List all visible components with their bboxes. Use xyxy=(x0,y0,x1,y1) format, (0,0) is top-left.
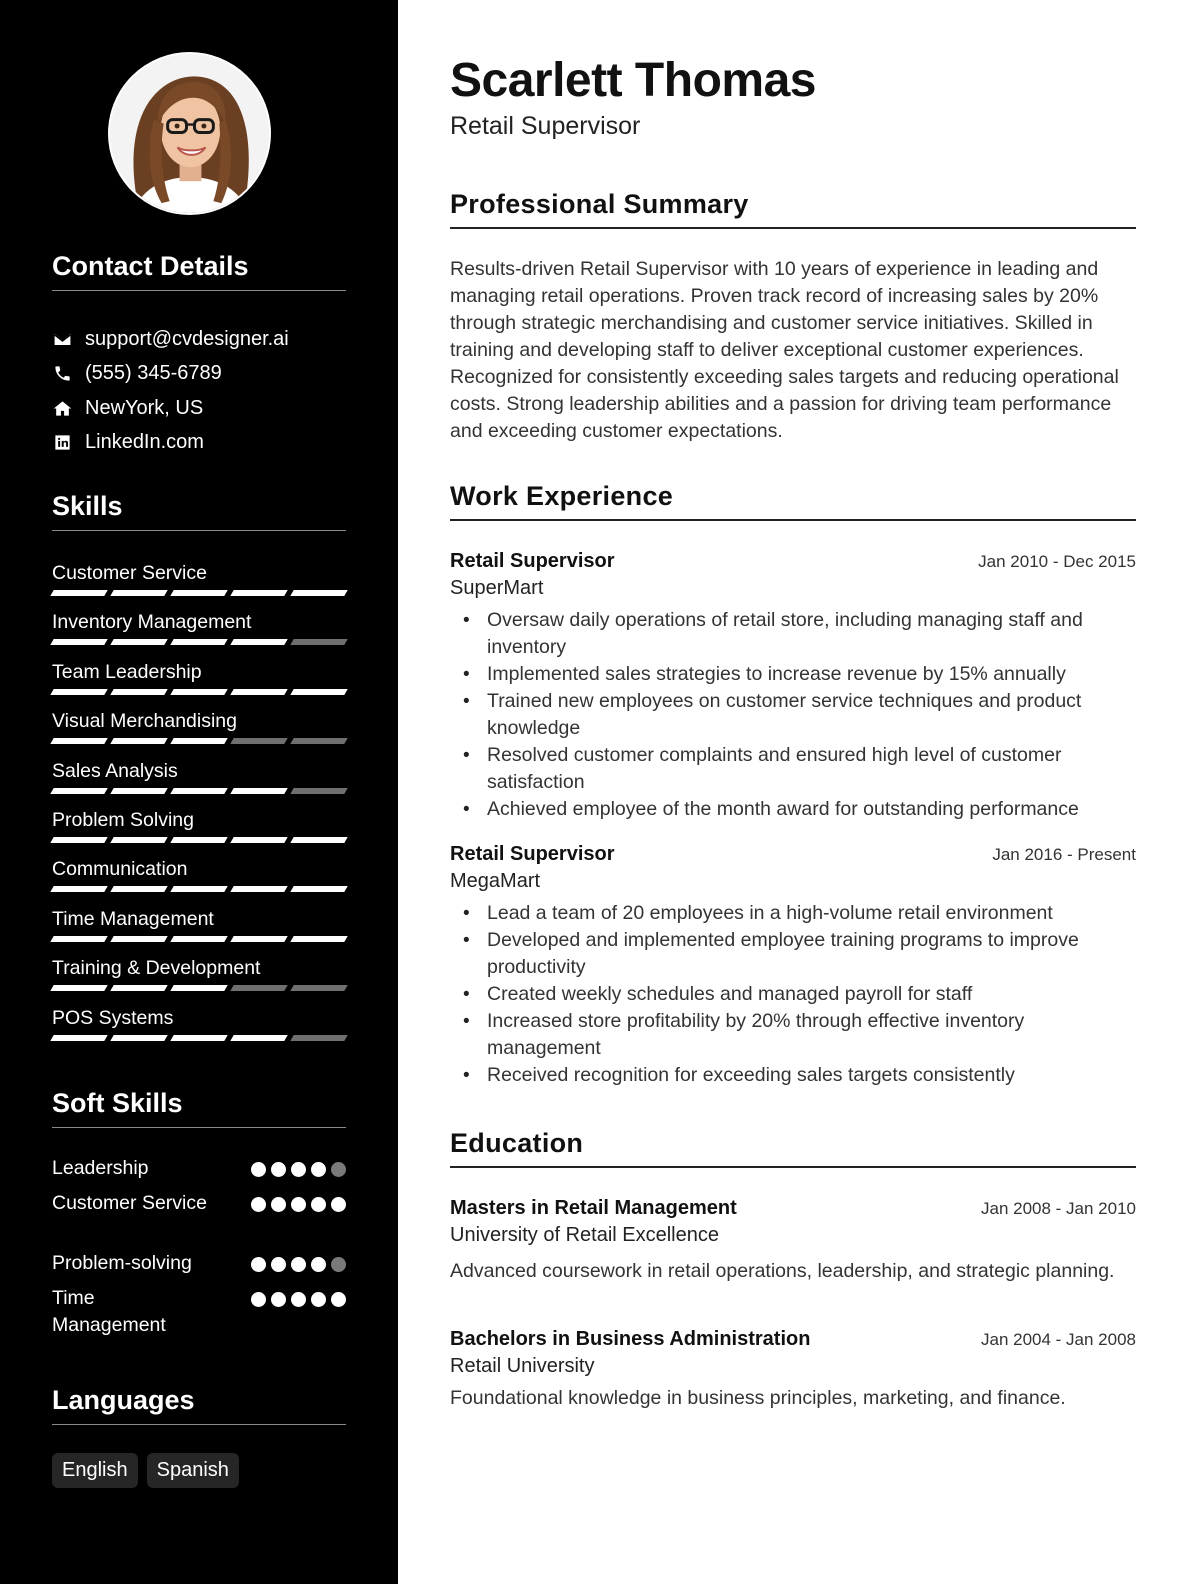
education-description: Foundational knowledge in business principles, marketing, and finance. xyxy=(450,1387,1066,1409)
job-title: Retail Supervisor xyxy=(450,550,615,572)
soft-skill-name: Time Management xyxy=(52,1287,166,1336)
rating-dot xyxy=(291,1197,306,1212)
education-dates: Jan 2008 - Jan 2010 xyxy=(980,1199,1136,1218)
job-dates: Jan 2016 - Present xyxy=(992,845,1136,864)
skill-level-segment xyxy=(50,788,107,794)
contact-list xyxy=(52,322,346,460)
rating-dot xyxy=(271,1292,286,1307)
skill-name: Sales Analysis xyxy=(52,759,178,782)
school-name: University of Retail Excellence xyxy=(450,1224,719,1246)
soft-skill-item xyxy=(52,1250,346,1285)
education-heading: Education xyxy=(450,1126,1136,1168)
job-title: Retail Supervisor xyxy=(450,843,615,865)
job-bullet: • Implemented sales strategies to increase revenue by 15% annually xyxy=(450,661,1136,688)
skill-level-bar xyxy=(52,738,346,744)
job-bullet: • Developed and implemented employee training programs to improve productivity xyxy=(450,927,1136,981)
skill-level-bar xyxy=(52,985,346,991)
summary-text: Results-driven Retail Supervisor with 10 years of experience in leading and managing retail operations. Proven track record of increasing sales by 20% through strategic merchandising and customer service initiatives. Skilled in training and developing staff to deliver exceptional customer experiences. Recognized for consistently exceeding sales targets and reducing operational costs. Strong leadership abilities and a passion for driving team performance and exceeding customer expectations. xyxy=(450,258,1119,442)
degree-title: Masters in Retail Management xyxy=(450,1197,737,1219)
job-dates: Jan 2010 - Dec 2015 xyxy=(978,552,1136,571)
rating-dot xyxy=(311,1292,326,1307)
job-bullet: • Trained new employees on customer service techniques and product knowledge xyxy=(450,688,1136,742)
candidate-title: Retail Supervisor xyxy=(450,112,641,140)
skill-level-bar xyxy=(52,1035,346,1041)
soft-skill-rating xyxy=(251,1250,346,1272)
skill-level-segment xyxy=(50,590,107,596)
skill-level-segment xyxy=(290,936,347,942)
rating-dot xyxy=(251,1292,266,1307)
skill-level-bar xyxy=(52,788,346,794)
skill-level-segment xyxy=(50,886,107,892)
language-chip: Spanish xyxy=(147,1453,239,1488)
soft-skill-item xyxy=(52,1190,346,1250)
skill-level-segment xyxy=(230,1035,287,1041)
skill-level-segment xyxy=(170,689,227,695)
skill-level-segment xyxy=(50,639,107,645)
rating-dot xyxy=(271,1257,286,1272)
language-chip: English xyxy=(52,1453,138,1488)
avatar xyxy=(108,52,271,215)
skill-level-segment xyxy=(170,639,227,645)
languages-heading: Languages xyxy=(52,1384,346,1425)
skill-level-segment xyxy=(290,689,347,695)
skill-level-segment xyxy=(230,639,287,645)
skill-item xyxy=(52,807,346,856)
rating-dot xyxy=(271,1197,286,1212)
skill-level-segment xyxy=(290,837,347,843)
skill-level-segment xyxy=(110,985,167,991)
skill-level-bar xyxy=(52,886,346,892)
job-bullet: • Achieved employee of the month award for outstanding performance xyxy=(450,796,1136,823)
skill-level-segment xyxy=(50,1035,107,1041)
skill-level-segment xyxy=(230,689,287,695)
skill-name: Customer Service xyxy=(52,562,207,584)
rating-dot xyxy=(331,1257,346,1272)
rating-dot xyxy=(311,1257,326,1272)
skill-level-segment xyxy=(50,738,107,744)
soft-skill-rating xyxy=(251,1285,346,1307)
skill-level-segment xyxy=(290,590,347,596)
skill-level-segment xyxy=(290,1035,347,1041)
skill-level-segment xyxy=(290,886,347,892)
job-bullet: • Lead a team of 20 employees in a high-volume retail environment xyxy=(450,900,1136,927)
skill-name: Training & Development xyxy=(52,957,261,980)
skill-item xyxy=(52,609,346,658)
job-entry xyxy=(450,841,1136,1089)
job-company: MegaMart xyxy=(450,870,541,892)
skill-level-segment xyxy=(170,1035,227,1041)
skill-level-segment xyxy=(110,886,167,892)
job-bullet: • Resolved customer complaints and ensured high level of customer satisfaction xyxy=(450,742,1136,796)
rating-dot xyxy=(331,1197,346,1212)
candidate-name: Scarlett Thomas xyxy=(450,54,816,107)
rating-dot xyxy=(251,1257,266,1272)
skill-level-segment xyxy=(170,788,227,794)
contact-location-text: NewYork, US xyxy=(85,396,204,419)
skill-level-bar xyxy=(52,936,346,942)
education-dates: Jan 2004 - Jan 2008 xyxy=(980,1330,1136,1349)
job-entry xyxy=(450,548,1136,823)
job-bullet: • Received recognition for exceeding sales targets consistently xyxy=(450,1062,1136,1089)
skill-item xyxy=(52,758,346,807)
skill-item xyxy=(52,1005,346,1054)
contact-email[interactable] xyxy=(52,322,346,357)
phone-icon xyxy=(52,364,72,384)
rating-dot xyxy=(291,1257,306,1272)
skill-level-segment xyxy=(110,936,167,942)
rating-dot xyxy=(311,1197,326,1212)
skill-level-segment xyxy=(170,936,227,942)
skill-level-segment xyxy=(290,985,347,991)
skill-level-segment xyxy=(110,1035,167,1041)
experience-heading: Work Experience xyxy=(450,479,1136,521)
skill-level-bar xyxy=(52,837,346,843)
skill-level-segment xyxy=(290,639,347,645)
skills-list xyxy=(52,560,346,1054)
job-bullets xyxy=(450,900,1136,1089)
skill-name: Visual Merchandising xyxy=(52,710,237,733)
skill-name: Communication xyxy=(52,858,188,881)
school-name: Retail University xyxy=(450,1355,595,1377)
profile-photo xyxy=(110,54,269,213)
job-bullet: • Increased store profitability by 20% through effective inventory management xyxy=(450,1008,1136,1062)
skill-level-segment xyxy=(170,985,227,991)
skill-item xyxy=(52,659,346,708)
degree-title: Bachelors in Business Administration xyxy=(450,1328,811,1350)
skill-name: Inventory Management xyxy=(52,611,252,634)
rating-dot xyxy=(291,1292,306,1307)
education-description: Advanced coursework in retail operations, leadership, and strategic planning. xyxy=(450,1260,1115,1282)
skill-level-segment xyxy=(110,788,167,794)
job-bullet: • Created weekly schedules and managed payroll for staff xyxy=(450,981,1136,1008)
skill-level-segment xyxy=(170,738,227,744)
skill-level-segment xyxy=(170,837,227,843)
contact-location xyxy=(52,391,346,426)
skill-item xyxy=(52,560,346,609)
skill-name: POS Systems xyxy=(52,1006,174,1029)
rating-dot xyxy=(271,1162,286,1177)
summary-heading: Professional Summary xyxy=(450,187,1136,229)
rating-dot xyxy=(251,1197,266,1212)
skill-level-segment xyxy=(110,590,167,596)
skill-level-segment xyxy=(110,837,167,843)
rating-dot xyxy=(251,1162,266,1177)
soft-skills-heading: Soft Skills xyxy=(52,1087,346,1128)
skill-item xyxy=(52,856,346,905)
skill-level-segment xyxy=(230,590,287,596)
education-entry xyxy=(450,1326,1136,1412)
skill-level-segment xyxy=(290,738,347,744)
skill-item xyxy=(52,708,346,757)
contact-heading: Contact Details xyxy=(52,250,346,291)
skill-name: Problem Solving xyxy=(52,808,194,831)
skill-level-segment xyxy=(50,837,107,843)
skill-level-bar xyxy=(52,639,346,645)
skill-level-segment xyxy=(230,985,287,991)
skill-level-segment xyxy=(110,639,167,645)
contact-linkedin-text[interactable]: LinkedIn.com xyxy=(85,431,204,454)
skill-item xyxy=(52,906,346,955)
skill-level-segment xyxy=(230,738,287,744)
skill-level-segment xyxy=(230,936,287,942)
skill-item xyxy=(52,955,346,1004)
rating-dot xyxy=(331,1162,346,1177)
skill-level-segment xyxy=(110,738,167,744)
languages-list xyxy=(52,1453,239,1488)
job-bullets xyxy=(450,607,1136,823)
soft-skills-list xyxy=(52,1155,346,1345)
skill-name: Time Management xyxy=(52,907,214,930)
skill-level-segment xyxy=(110,689,167,695)
skill-level-segment xyxy=(170,590,227,596)
skill-level-segment xyxy=(170,886,227,892)
soft-skill-name: Customer Service xyxy=(52,1192,207,1214)
skill-level-bar xyxy=(52,590,346,596)
job-bullet: • Oversaw daily operations of retail store, including managing staff and inventory xyxy=(450,607,1136,661)
job-company: SuperMart xyxy=(450,577,544,599)
contact-phone-text: (555) 345-6789 xyxy=(85,362,222,385)
sidebar xyxy=(0,0,398,1584)
contact-email-text[interactable]: support@cvdesigner.ai xyxy=(85,327,289,350)
skills-heading: Skills xyxy=(52,490,346,531)
skill-level-segment xyxy=(230,788,287,794)
skill-level-segment xyxy=(50,689,107,695)
rating-dot xyxy=(291,1162,306,1177)
soft-skill-rating xyxy=(251,1155,346,1177)
skill-level-segment xyxy=(50,936,107,942)
soft-skill-item xyxy=(52,1285,346,1345)
skill-name: Team Leadership xyxy=(52,660,202,683)
home-icon xyxy=(52,398,72,418)
soft-skill-item xyxy=(52,1155,346,1190)
skill-level-segment xyxy=(230,837,287,843)
soft-skill-rating xyxy=(251,1190,346,1212)
skill-level-segment xyxy=(50,985,107,991)
rating-dot xyxy=(331,1292,346,1307)
envelope-icon xyxy=(52,329,72,349)
skill-level-bar xyxy=(52,689,346,695)
skill-level-segment xyxy=(290,788,347,794)
linkedin-icon xyxy=(52,433,72,453)
soft-skill-name: Problem-solving xyxy=(52,1252,192,1274)
contact-phone[interactable] xyxy=(52,357,346,392)
contact-linkedin[interactable] xyxy=(52,426,346,461)
soft-skill-name: Leadership xyxy=(52,1157,149,1179)
education-entry xyxy=(450,1195,1136,1285)
skill-level-segment xyxy=(230,886,287,892)
rating-dot xyxy=(311,1162,326,1177)
